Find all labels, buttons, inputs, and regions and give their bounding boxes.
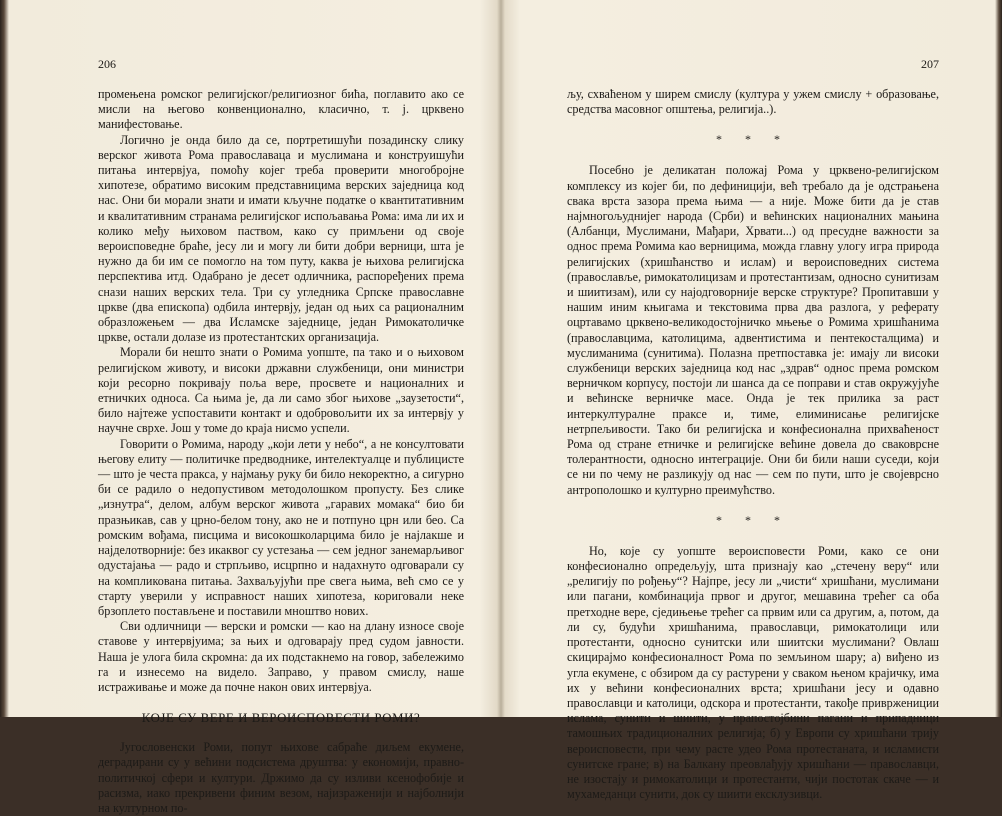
page-number-right: 207: [921, 57, 939, 71]
right-page-text: [567, 87, 939, 802]
paragraph: Говорити о Ромима, народу „који лети у небо“, а не консултовати његову елиту — политичке предводнике, интелектуалце и публицисте — што је честа пракса, у најмању руку би било некоректно, а сигурно би се радило о недопустивом методолошком пропусту. Без слике „изнутра“, делом, албум верског живота „гаравих момака“ био би празњикав, сав у црно-белом тону, ако не и потпуно црн или бео. Са ромским вођама, писцима и високошколарцима било је најлакше и најделотворније: без икаквог су устезања — сем једног занемарљивог одустајања — радо и стрпљиво, исцрпно и надахнуто одговарали су на компликована питања. Захваљујући пре свега њима, већ смо се у старту уверили у исправност наших хипотеза, кориговали неке брзоплето постављене и поставили мноштво нових.: [98, 436, 464, 618]
page-number-left: 206: [98, 57, 116, 71]
right-page: [506, 0, 995, 802]
paragraph: Југословенски Роми, попут њихове сабраће диљем екумене, деградирани су у већини подсистема друштва: у економији, правно-политичкој сфери и култури. Држимо да су изливи ксенофобије и расизма, иако прекривени финим везом, најизраженији и најболнији на културном по-: [98, 740, 464, 815]
paragraph: Но, које су уопште вероисповести Роми, како се они конфесионално опредељују, шта признају као „стечену веру“ или „религију по рођењу“? Најпре, јесу ли „чисти“ хришћани, муслимани или пагани, комбинација првог и другог, мешавина трећег са оба претходне вере, сједињење трећег са првим или са другим, а, потом, да ли су, будући хришћанима, православци, римокатолици или протестанти, односно сунитски или шиитски муслимани? Овлаш скицирајмо конфесионалност Рома по земљином шару; а) виђено из угла екумене, с обзиром да су растурени у сваком њеном крајичку, има их у већини конфесионалних врста; хришћани јесу и одавно православци и католици, одскора и протестанти, такође привржениции ислама, сунити и шиити, у прапостојбини пагани и припадници тамошњих традиционалних религија; б) у Европи су хришћани трију вероисповести, при чему расте удео Рома протестаната, и исламисти сунитске гране; в) на Балкану преовлађују хришћани — православци, не изостају и римокатолици и протестанти, чији постотак скаче — и мухамеданци сунити, док су шиити ексклузивци.: [567, 543, 939, 802]
section-heading: КОЈЕ СУ ВЕРЕ И ВЕРОИСПОВЕСТИ РОМИ?: [141, 711, 421, 726]
section-separator: * * *: [716, 512, 790, 527]
section-separator: * * *: [716, 132, 790, 147]
paragraph: Посебно је деликатан положај Рома у црквено-религијском комплексу из којег би, по дефиницији, већ требало да је одстрањена свака врста зазора према њима — а није. Може бити да је став најмногољуднијег народа (Срби) и већинских националних мањина (Албанци, Муслимани, Мађари, Хрвати...) од пресудне важности за однос према Ромима као верницима, можда главну улогу игра природа религијских (хришћанство и ислам) и вероисповедних система (православље, римокатолицизам и протестантизам, односно сунитизам и шиитизам), или су најодговорније верске структуре? Пропитавши у нашим иним књигама и текстовима прва два разлога, у реферату оцртавамо црквено-великодостојничко мњење о Ромима хришћанима (православцима, католицима, адвентистима и пентекосталцима) и муслиманима (сунитима). Полазна претпоставка је: имају ли високи службеници верских заједница код нас „здрав“ однос према ромском верничком корпусу, постоји ли шанса да се поправи и став окружујуће и већинске верничке масе. Онда је тек прилика за раст интеркултуралне праксе и, тиме, елиминисање религијске нетрпељивости. Тако би религијска и конфесионална прихваћеност Рома од стране етничке и религијске већине довела до сваковрсне толерантности, односно интеграције. Они би били наши суседи, који се ни по чему не разликују од нас — сем по пути, што је својеврсно антрополошко и културно преимућство.: [567, 163, 939, 497]
paragraph: Морали би нешто знати о Ромима уопште, па тако и о њиховом религијском животу, и високи државни службеници, они министри који ресорно покривају поља вере, просвете и националних и етничких односа. Са њима је, да ли само због њихове „заузетости“, било најтеже успоставити контакт и одобровољити их за интервју у научне сврхе. Још у томе до краја нисмо успели.: [98, 345, 464, 436]
paragraph: љу, схваћеном у ширем смислу (култура у ужем смислу + образовање, средства масовног општења, религија..).: [567, 87, 939, 117]
left-page-text: [98, 87, 464, 816]
paragraph: Сви одличници — верски и ромски — као на длану износе своје ставове у интервјуима; за њих и одговарају пред судом јавности. Наша је улога била скромна: да их подстакнемо на говор, забележимо га и изнесемо на видело. Заправо, у правом смислу, наше истраживање и може да почне након ових интервјуа.: [98, 619, 464, 694]
left-page: [8, 0, 496, 815]
paragraph: промењена ромског религијског/религиозног бића, поглавито ако се мисли на његово конвенционално, класично, т. ј. црквено манифестовање.: [98, 87, 464, 132]
paragraph: Логично је онда било да се, портретишући позадинску слику верског живота Рома православаца и муслимана и конструишући питања интервјуа, помоћу којег треба проверити многобројне хипотезе, обратимо високим представницима верских заједница код нас. Они би морали знати и имати кључне податке о квантитативним и квалитативним странама религијског испољавања Рома: има ли их и колико међу њиховом паством, како су примљени од своје вероисповедне браће, јесу ли и могу ли бити добри верници, шта је нужно да би им се помогло на том путу, каква је њихова религијска перспектива итд. Одабрано је десет одличника, распоређених према снази наших верских тела. Три су угледника Српске православне цркве (два епископа) одбила интервју, један од њих са рационалним образложењем — два Исламске заједнице, један Римокатоличке цркве, остали долазе из протестантских организација.: [98, 132, 464, 345]
